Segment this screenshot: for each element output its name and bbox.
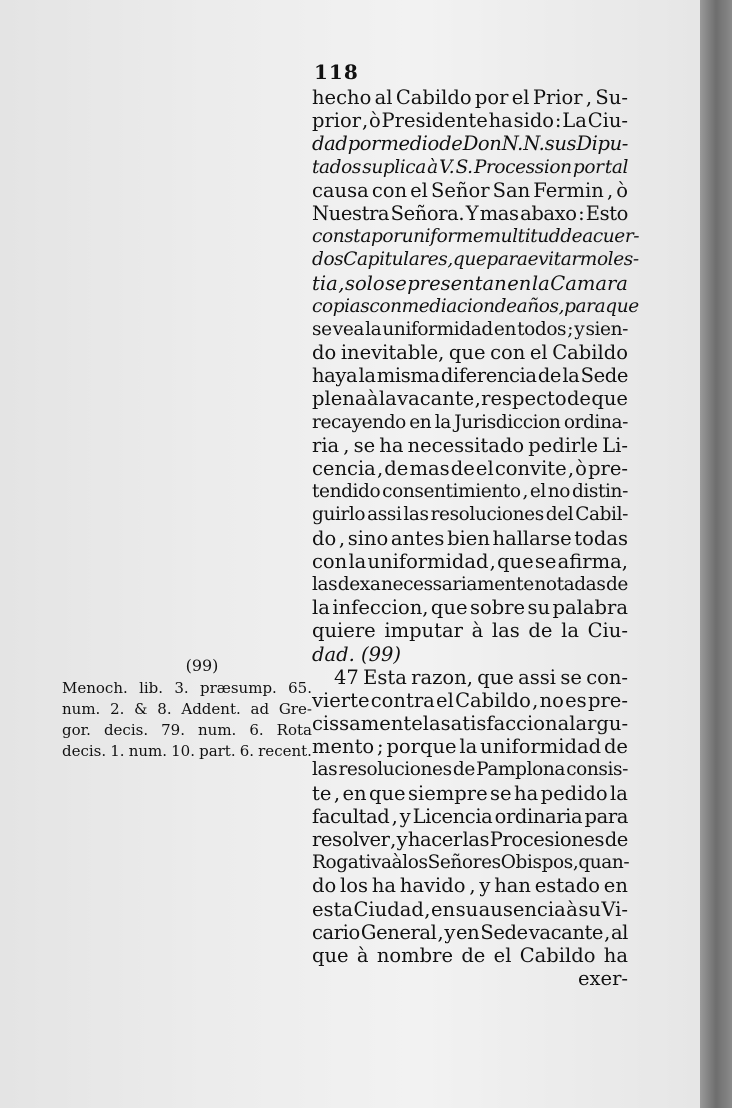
- text-line: do , sino antes bien hallarse todas: [312, 526, 628, 550]
- text-line: cissamente la satisfaccion al argu-: [312, 712, 629, 736]
- text-line: esta Ciudad , en su ausencia à su Vi-: [312, 897, 628, 921]
- text-line: copias con mediacion de años , para que: [312, 295, 639, 317]
- text-line: tendido consentimiento , el no distin-: [312, 481, 628, 503]
- text-line: dad por medio de Don N. N. sus Dipu-: [312, 132, 628, 156]
- text-line: prior , ò Presidente ha sido : La Ciu-: [312, 109, 628, 133]
- text-line: ria , se ha necessitado pedirle Li-: [312, 433, 628, 457]
- text-line: cario General , y en Sede vacante , al: [312, 920, 628, 944]
- text-line: Rogativa à los Señores Obispos, quan-: [312, 852, 630, 874]
- text-line: con la uniformidad , que se afirma,: [312, 549, 628, 573]
- text-line: consta por uniforme multitud de acuer-: [312, 226, 640, 248]
- text-line: se vea la uniformidad en todos ; y sien-: [312, 318, 628, 340]
- text-line: recayendo en la Jurisdiccion ordina-: [312, 411, 628, 433]
- text-line: do inevitable, que con el Cabildo: [312, 341, 628, 365]
- text-line: mento ; porque la uniformidad de: [312, 735, 628, 759]
- text-line: resolver , y hacer las Procesiones de: [312, 828, 628, 851]
- text-line: vierte contra el Cabildo , no es pre-: [312, 688, 628, 712]
- text-line: plena à la vacante , respecto de que: [312, 387, 628, 411]
- footnote-line: num. 2. & 8. Addent. ad Gre-: [62, 700, 312, 718]
- footnote-number: (99): [185, 656, 219, 675]
- main-text-column: [312, 86, 640, 991]
- text-line: Nuestra Señora. Y mas abaxo : Esto: [312, 201, 628, 225]
- text-line: causa con el Señor San Fermin , ò: [312, 178, 628, 202]
- text-line: las dexa necessariamente notadas de: [312, 573, 628, 595]
- text-line: las resoluciones de Pamplona consis-: [312, 759, 628, 781]
- text-line: te , en que siempre se ha pedido la: [312, 781, 628, 805]
- text-line: quiere imputar à las de la Ciu-: [312, 619, 628, 643]
- text-line: que à nombre de el Cabildo ha: [312, 943, 628, 967]
- text-line: la infeccion, que sobre su palabra: [312, 596, 628, 620]
- text-line: cencia , de mas de el convite , ò pre-: [312, 457, 628, 480]
- text-line: dos Capitulares , que para evitar moles-: [312, 249, 639, 271]
- paragraph-start-line: 47 Esta razon, que assi se con-: [334, 665, 628, 689]
- text-line: tia , solo se presentan en la Camara: [312, 271, 628, 295]
- text-line: haya la misma diferencia de la Sede: [312, 364, 628, 388]
- text-line: guirlo assi las resoluciones del Cabil-: [312, 504, 628, 526]
- footnote-line: decis. 1. num. 10. part. 6. recent.: [62, 742, 312, 760]
- text-line: facultad , y Licencia ordinaria para: [312, 804, 628, 828]
- marginal-footnote: [62, 655, 312, 762]
- book-edge-shadow: [700, 0, 732, 1108]
- text-line: tados suplica à V. S. Procession por tal: [312, 156, 628, 178]
- footnote-line: Menoch. lib. 3. præsump. 65.: [62, 679, 312, 697]
- text-line: dad. (99): [312, 642, 402, 666]
- page-number: 118: [314, 60, 359, 84]
- catchword: exer-: [578, 967, 628, 991]
- text-line: do los ha havido , y han estado en: [312, 874, 628, 898]
- footnote-line: gor. decis. 79. num. 6. Rota: [62, 721, 312, 739]
- text-line: hecho al Cabildo por el Prior , Su-: [312, 86, 628, 109]
